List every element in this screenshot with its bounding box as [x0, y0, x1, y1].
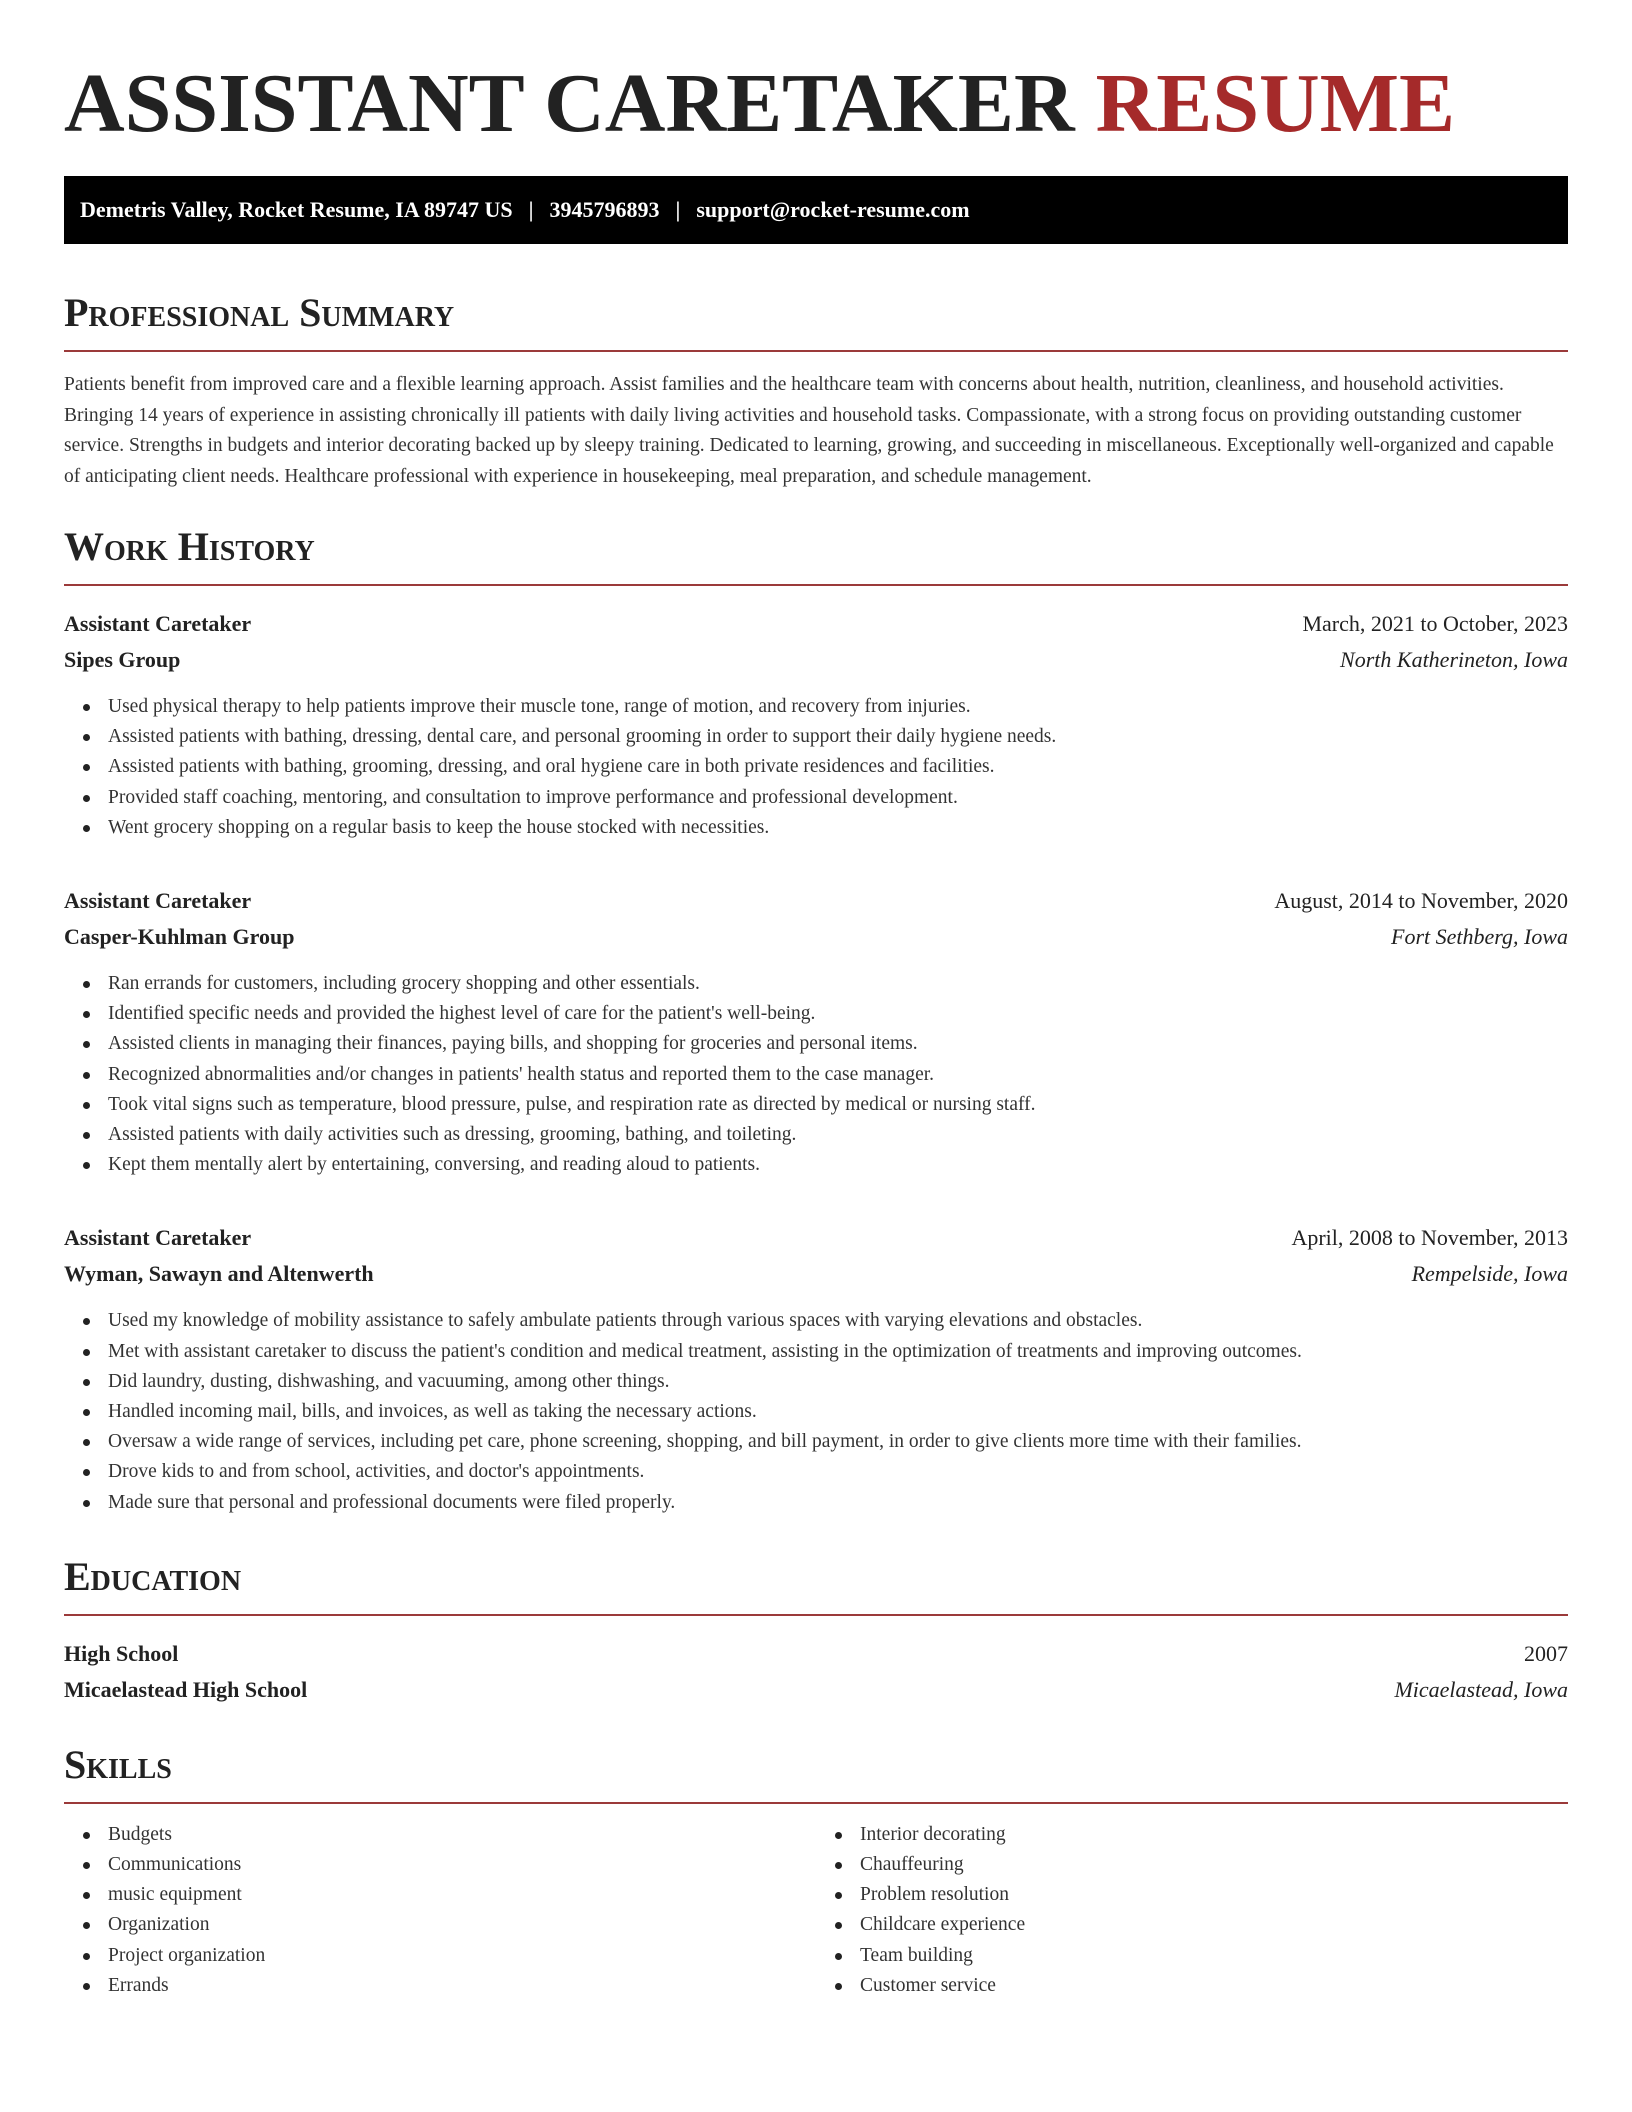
section-divider [64, 584, 1568, 586]
list-item: Provided staff coaching, mentoring, and consultation to improve performance and professional development. [108, 783, 1568, 813]
skill-item: Childcare experience [860, 1910, 1568, 1940]
list-item: Oversaw a wide range of services, including pet care, phone screening, shopping, and bill payment, in order to give clients more time with their families. [108, 1427, 1568, 1457]
professional-summary-section [64, 288, 1568, 492]
skills-section [64, 1740, 1568, 2001]
education-entry [64, 1638, 1568, 1706]
section-heading-education: Education [64, 1553, 242, 1599]
resume-title [64, 56, 1568, 152]
job-dates: April, 2008 to November, 2013 [1291, 1225, 1568, 1251]
job-title: Assistant Caretaker [64, 1225, 252, 1251]
contact-bar [64, 176, 1568, 244]
job-entry [64, 885, 1568, 1180]
skills-column-right [816, 1820, 1568, 2001]
list-item: Handled incoming mail, bills, and invoices, as well as taking the necessary actions. [108, 1397, 1568, 1427]
job-company: Sipes Group [64, 647, 181, 672]
skill-item: Organization [108, 1910, 816, 1940]
list-item: Made sure that personal and professional documents were filed properly. [108, 1488, 1568, 1518]
job-dates: August, 2014 to November, 2020 [1274, 888, 1568, 914]
skill-item: Project organization [108, 1941, 816, 1971]
job-bullets [64, 692, 1568, 843]
skills-column-left [64, 1820, 816, 2001]
job-entry [64, 1222, 1568, 1517]
work-history-section [64, 522, 1568, 1518]
skill-item: Communications [108, 1850, 816, 1880]
skill-item: Team building [860, 1941, 1568, 1971]
section-heading-work: Work History [64, 524, 315, 569]
skills-grid [64, 1820, 1568, 2001]
title-main: ASSISTANT CARETAKER [64, 57, 1075, 150]
job-row-top [64, 608, 1568, 640]
job-row-top [64, 1222, 1568, 1254]
title-accent: RESUME [1095, 57, 1456, 150]
job-title: Assistant Caretaker [64, 888, 252, 914]
education-location: Micaelastead, Iowa [1394, 1676, 1568, 1702]
job-company: Wyman, Sawayn and Altenwerth [64, 1261, 374, 1287]
list-item: Ran errands for customers, including grocery shopping and other essentials. [108, 969, 1568, 999]
job-bullets [64, 1306, 1568, 1517]
contact-email: support@rocket-resume.com [696, 197, 970, 222]
section-divider [64, 1802, 1568, 1804]
contact-separator: | [675, 197, 681, 222]
education-section [64, 1552, 1568, 1706]
jobs-list [64, 608, 1568, 1518]
job-row-bottom [64, 921, 1568, 953]
skill-item: Customer service [860, 1971, 1568, 2001]
contact-separator: | [528, 197, 534, 222]
job-row-bottom [64, 644, 1568, 676]
list-item: Assisted clients in managing their finances, paying bills, and shopping for groceries and personal items. [108, 1029, 1568, 1059]
list-item: Used physical therapy to help patients improve their muscle tone, range of motion, and recovery from injuries. [108, 692, 1568, 722]
list-item: Assisted patients with daily activities such as dressing, grooming, bathing, and toileting. [108, 1120, 1568, 1150]
list-item: Assisted patients with bathing, grooming, dressing, and oral hygiene care in both private residences and facilities. [108, 752, 1568, 782]
education-school: Micaelastead High School [64, 1676, 308, 1702]
section-heading-summary: Professional Summary [64, 290, 455, 335]
job-entry [64, 608, 1568, 843]
education-year: 2007 [1524, 1640, 1568, 1666]
list-item: Used my knowledge of mobility assistance to safely ambulate patients through various spaces with varying elevations and obstacles. [108, 1306, 1568, 1336]
list-item: Assisted patients with bathing, dressing, dental care, and personal grooming in order to support their daily hygiene needs. [108, 722, 1568, 752]
section-heading-skills: Skills [64, 1741, 172, 1787]
education-row-bottom [64, 1674, 1568, 1706]
skill-item: Problem resolution [860, 1880, 1568, 1910]
job-title: Assistant Caretaker [64, 611, 252, 636]
skill-item: Interior decorating [860, 1820, 1568, 1850]
section-divider [64, 1614, 1568, 1616]
job-company: Casper-Kuhlman Group [64, 924, 295, 950]
skill-item: Errands [108, 1971, 816, 2001]
job-dates: March, 2021 to October, 2023 [1302, 611, 1568, 636]
education-degree: High School [64, 1640, 179, 1666]
list-item: Recognized abnormalities and/or changes in patients' health status and reported them to the case manager. [108, 1060, 1568, 1090]
job-bullets [64, 969, 1568, 1180]
list-item: Drove kids to and from school, activities, and doctor's appointments. [108, 1457, 1568, 1487]
list-item: Went grocery shopping on a regular basis to keep the house stocked with necessities. [108, 813, 1568, 843]
list-item: Met with assistant caretaker to discuss the patient's condition and medical treatment, assisting in the optimization of treatments and improving outcomes. [108, 1337, 1568, 1367]
contact-address: Demetris Valley, Rocket Resume, IA 89747 US [80, 197, 513, 222]
section-divider [64, 350, 1568, 352]
skill-item: music equipment [108, 1880, 816, 1910]
list-item: Took vital signs such as temperature, blood pressure, pulse, and respiration rate as directed by medical or nursing staff. [108, 1090, 1568, 1120]
job-row-bottom [64, 1258, 1568, 1290]
job-location: North Katherineton, Iowa [1340, 647, 1568, 672]
list-item: Identified specific needs and provided the highest level of care for the patient's well-being. [108, 999, 1568, 1029]
skill-item: Budgets [108, 1820, 816, 1850]
list-item: Kept them mentally alert by entertaining, conversing, and reading aloud to patients. [108, 1150, 1568, 1180]
job-location: Fort Sethberg, Iowa [1391, 924, 1568, 950]
summary-text: Patients benefit from improved care and a flexible learning approach. Assist families and the healthcare team with concerns about health, nutrition, cleanliness, and household activities. Bringing 14 years of experience in assisting chronically ill patients with daily living activities and household tasks. Compassionate, with a strong focus on providing outstanding customer service. Strengths in budgets and interior decorating backed up by sleepy training. Dedicated to learning, growing, and succeeding in miscellaneous. Exceptionally well-organized and capable of anticipating client needs. Healthcare professional with experience in housekeeping, meal preparation, and schedule management. [64, 374, 1554, 487]
contact-phone: 3945796893 [549, 197, 660, 222]
education-row-top [64, 1638, 1568, 1670]
job-row-top [64, 885, 1568, 917]
skill-item: Chauffeuring [860, 1850, 1568, 1880]
job-location: Rempelside, Iowa [1411, 1261, 1568, 1287]
list-item: Did laundry, dusting, dishwashing, and vacuuming, among other things. [108, 1367, 1568, 1397]
